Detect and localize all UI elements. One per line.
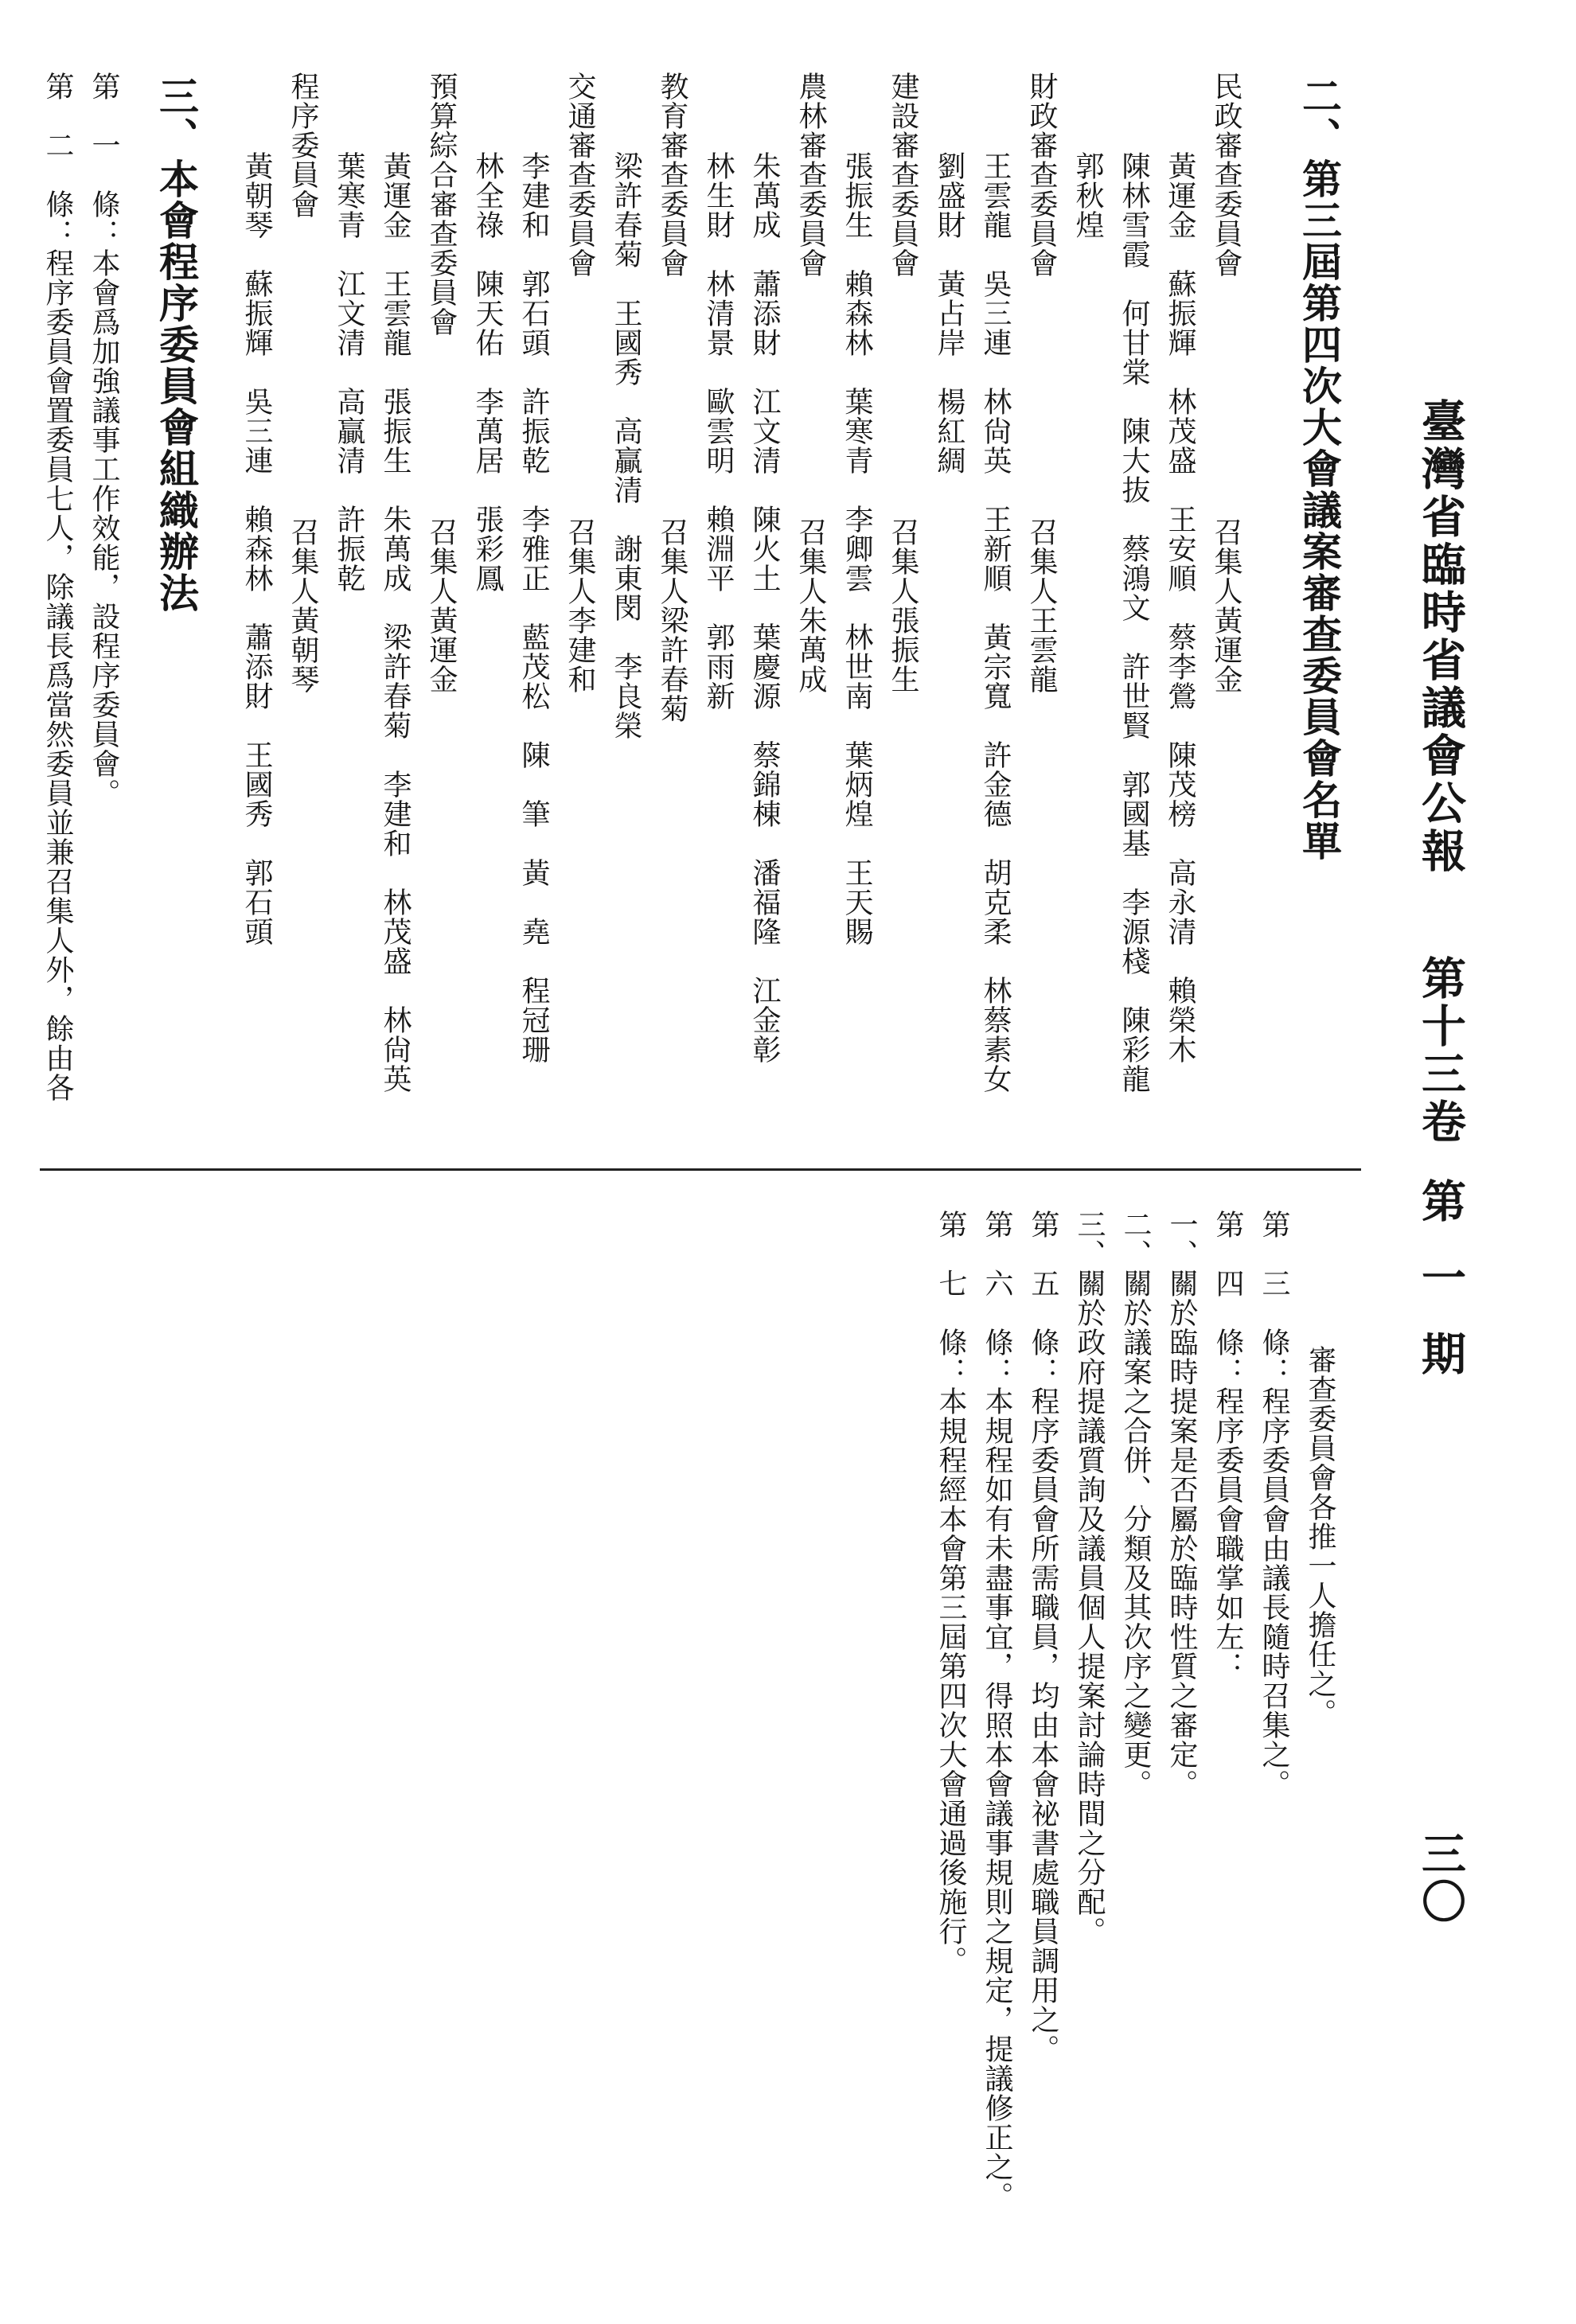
committee-members: 林全祿 陳天佑 李萬居 張彩鳳 xyxy=(471,151,504,593)
committee-name: 建設審查委員會 xyxy=(887,72,919,278)
volume-label: 第十三卷 xyxy=(1414,955,1467,1146)
page-number: 三〇 xyxy=(1414,1831,1467,1926)
issue-label: 第一期 xyxy=(1414,1178,1467,1407)
committee-members: 黃運金 蘇振輝 林茂盛 王安順 蔡李鶯 陳茂榜 高永清 賴榮木 xyxy=(1164,151,1196,1064)
committee-convener: 召集人黃運金 xyxy=(425,517,458,694)
article-3: 第 三 條：程序委員會由議長隨時召集之。 xyxy=(1258,1210,1290,1799)
committee-members: 梁許春菊 王國秀 高贏清 謝東閔 李良榮 xyxy=(610,151,642,740)
committee-members: 林生財 林清景 歐雲明 賴淵平 郭雨新 xyxy=(702,151,735,711)
committee-name: 預算綜合審查委員會 xyxy=(425,72,458,337)
article-4: 第 四 條：程序委員會職掌如左： xyxy=(1211,1210,1244,1681)
article-1: 第 一 條：本會爲加強議事工作效能，設程序委員會。 xyxy=(88,72,120,808)
committee-convener: 召集人朱萬成 xyxy=(794,517,827,694)
committee-members: 朱萬成 蕭添財 江文清 陳火土 葉慶源 蔡錦棟 潘福隆 江金彰 xyxy=(748,151,781,1064)
committee-convener: 召集人黃朝琴 xyxy=(287,517,319,694)
article-4-item-2: 二、關於議案之合併、分類及其次序之變更。 xyxy=(1119,1210,1152,1799)
committee-name: 程序委員會 xyxy=(287,72,319,219)
article-2-continued: 審查委員會各推一人擔任之。 xyxy=(1304,1345,1336,1728)
committee-convener: 召集人梁許春菊 xyxy=(656,517,689,723)
section3-title: 三、本會程序委員會組織辦法 xyxy=(153,76,200,614)
committee-members: 葉寒青 江文清 高贏清 許振乾 xyxy=(333,151,365,593)
committee-name: 農林審查委員會 xyxy=(794,72,827,278)
article-6: 第 六 條：本規程如有未盡事宜，得照本會議事規則之規定，提議修正之。 xyxy=(981,1210,1013,2211)
section2-title: 二、第三屆第四次大會議案審查委員會名單 xyxy=(1296,76,1343,862)
committee-convener: 召集人李建和 xyxy=(564,517,596,694)
committee-members: 劉盛財 黃占岸 楊紅綢 xyxy=(933,151,965,475)
article-2: 第 二 條：程序委員會置委員七人，除議長爲當然委員並兼召集人外，餘由各 xyxy=(41,72,74,1102)
committee-members: 陳林雪霞 何甘棠 陳大抜 蔡鴻文 許世賢 郭國基 李源棧 陳彩龍 xyxy=(1118,151,1150,1094)
article-7: 第 七 條：本規程經本會第三屆第四次大會通過後施行。 xyxy=(934,1210,967,1975)
article-4-item-3: 三、關於政府提議質詢及議員個人提案討論時間之分配。 xyxy=(1073,1210,1106,1946)
committee-members: 黃朝琴 蘇振輝 吳三連 賴森林 蕭添財 王國秀 郭石頭 xyxy=(240,151,273,946)
committee-members: 王雲龍 吳三連 林尙英 王新順 黃宗寬 許金德 胡克柔 林蔡素女 xyxy=(979,151,1012,1094)
committee-name: 教育審查委員會 xyxy=(656,72,689,278)
committee-convener: 召集人張振生 xyxy=(887,517,919,694)
committee-name: 交通審查委員會 xyxy=(564,72,596,278)
article-4-item-1: 一、關於臨時提案是否屬於臨時性質之審定。 xyxy=(1165,1210,1198,1799)
committee-members: 郭秋煌 xyxy=(1071,151,1104,240)
committee-convener: 召集人王雲龍 xyxy=(1025,517,1058,694)
committee-members: 張振生 賴森林 葉寒青 李卿雲 林世南 葉炳煌 王天賜 xyxy=(841,151,873,946)
committee-name: 民政審查委員會 xyxy=(1210,72,1242,278)
committee-members: 李建和 郭石頭 許振乾 李雅正 藍茂松 陳 筆 黃 堯 程冠珊 xyxy=(517,151,550,1064)
publication-title: 臺灣省臨時省議會公報 xyxy=(1414,398,1467,875)
committee-convener: 召集人黃運金 xyxy=(1210,517,1242,694)
committee-members: 黃運金 王雲龍 張振生 朱萬成 梁許春菊 李建和 林茂盛 林尙英 xyxy=(379,151,412,1094)
article-5: 第 五 條：程序委員會所需職員，均由本會祕書處職員調用之。 xyxy=(1027,1210,1059,2064)
page-divider xyxy=(40,1168,1361,1171)
committee-name: 財政審查委員會 xyxy=(1025,72,1058,278)
